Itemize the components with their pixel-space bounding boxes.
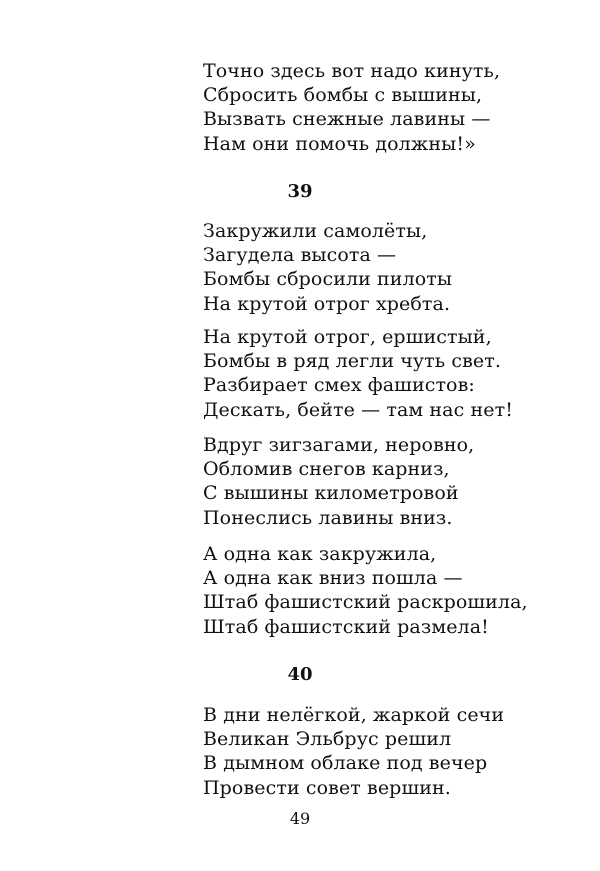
poem-line: Нам они помочь должны!» — [203, 132, 476, 155]
poem-line: На крутой отрог, ершистый, — [203, 326, 492, 348]
section-number: 40 — [287, 664, 313, 685]
poem-line: Закружили самолёты, — [203, 220, 428, 242]
stanza — [203, 433, 474, 530]
poem-line: В дымном облаке под вечер — [203, 752, 488, 775]
poem-line: Загудела высота — — [203, 244, 397, 267]
stanza — [203, 325, 513, 422]
poem-line: Разбирает смех фашистов: — [203, 374, 475, 397]
poem-line: Сбросить бомбы с вышины, — [203, 84, 483, 107]
poem-line: Бомбы в ряд легли чуть свет. — [203, 350, 502, 373]
poem-line: Точно здесь вот надо кинуть, — [203, 60, 501, 82]
poem-line: А одна как вниз пошла — — [203, 567, 463, 590]
poem-line: Штаб фашистский раскрошила, — [203, 591, 528, 614]
poem-line: Вызвать снежные лавины — — [203, 108, 491, 131]
stanza — [203, 59, 500, 156]
poem-line: Провести совет вершин. — [203, 776, 451, 799]
poem-line: На крутой отрог хребта. — [203, 292, 451, 315]
poem-line: В дни нелёгкой, жаркой сечи — [203, 704, 505, 726]
poem-line: Обломив снегов карниз, — [203, 458, 450, 481]
poem-line: Штаб фашистский размела! — [203, 615, 489, 638]
page-number: 49 — [289, 809, 311, 828]
section-number: 39 — [287, 181, 313, 202]
poem-line: Бомбы сбросили пилоты — [203, 268, 453, 291]
stanza — [203, 219, 452, 316]
poem-line: Вдруг зигзагами, неровно, — [203, 434, 475, 456]
poem-line: Дескать, бейте — там нас нет! — [203, 398, 513, 421]
stanza — [203, 542, 528, 639]
poem-line: С вышины километровой — [203, 482, 459, 505]
stanza — [203, 703, 504, 800]
poem-line: Понеслись лавины вниз. — [203, 506, 453, 529]
poem-line: Великан Эльбрус решил — [203, 728, 452, 751]
poem-line: А одна как закружила, — [203, 543, 437, 565]
